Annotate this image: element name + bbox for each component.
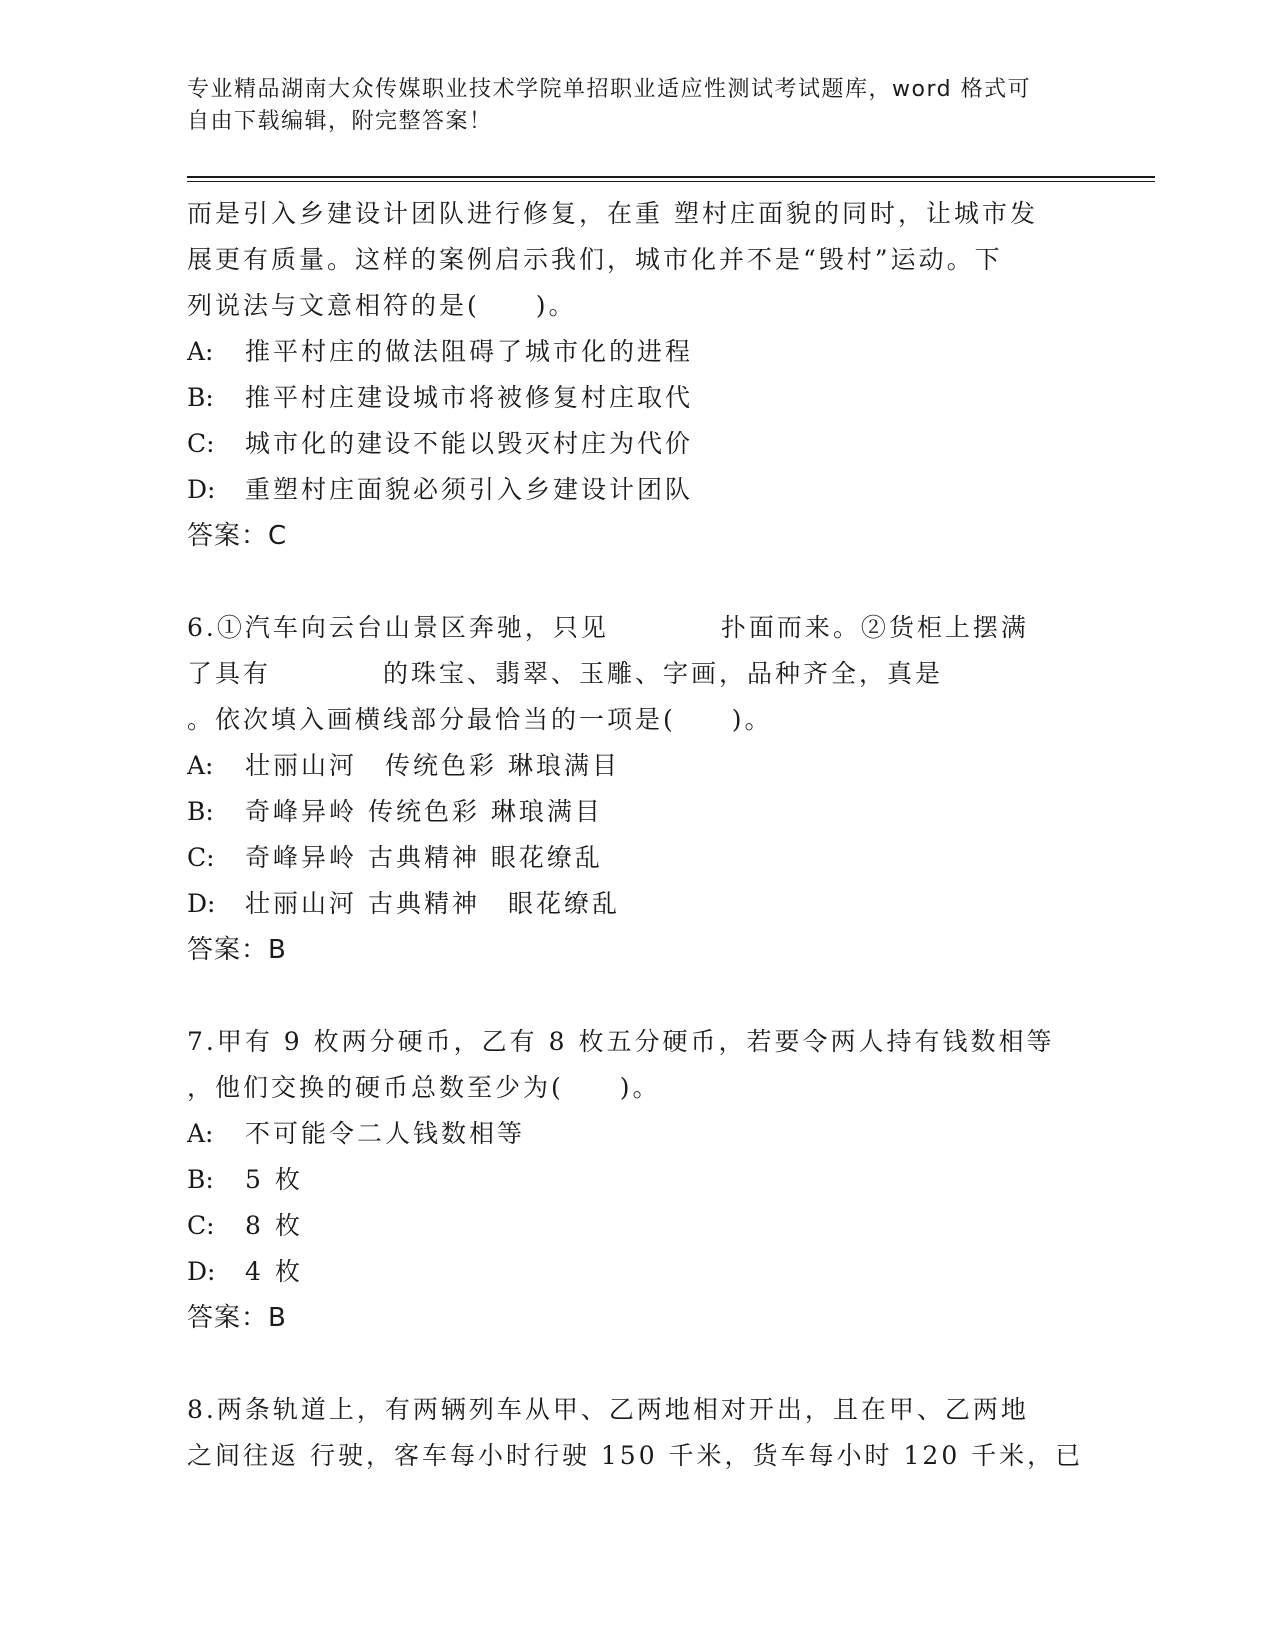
- option-text: 城市化的建设不能以毁灭村庄为代价: [245, 429, 694, 458]
- option-key: D:: [187, 475, 216, 504]
- option-key: C:: [187, 429, 215, 458]
- option-text: 重塑村庄面貌必须引入乡建设计团队: [245, 475, 694, 504]
- option-d: [187, 467, 1087, 513]
- option-key: C:: [187, 1211, 215, 1240]
- question-5: [187, 191, 1087, 559]
- document-header: [187, 74, 1067, 138]
- option-key: B:: [187, 1165, 214, 1194]
- question-text-line: 列说法与文意相符的是( )。: [187, 291, 577, 320]
- option-text: 推平村庄建设城市将被修复村庄取代: [245, 383, 694, 412]
- question-content: [187, 191, 1087, 1479]
- answer-line: 答案：B: [187, 1303, 287, 1333]
- option-key: B:: [187, 797, 214, 826]
- question-text-line: 6.①汽车向云台山景区奔驰，只见 扑面而来。②货柜上摆满: [187, 613, 1029, 642]
- header-line-1: 专业精品湖南大众传媒职业技术学院单招职业适应性测试考试题库，word 格式可: [187, 77, 1032, 102]
- option-c: [187, 421, 1087, 467]
- header-line-2: 自由下载编辑，附完整答案！: [187, 109, 493, 134]
- option-d: [187, 881, 1087, 927]
- option-b: [187, 375, 1087, 421]
- option-b: [187, 1157, 1087, 1203]
- option-text: 推平村庄的做法阻碍了城市化的进程: [245, 337, 694, 366]
- option-text: 4 枚: [245, 1257, 303, 1286]
- option-key: D:: [187, 1257, 216, 1286]
- option-key: D:: [187, 889, 216, 918]
- question-text-line: 之间往返 行驶，客车每小时行驶 150 千米，货车每小时 120 千米，已: [187, 1441, 1084, 1470]
- option-c: [187, 835, 1087, 881]
- question-7: [187, 1019, 1087, 1341]
- question-8: [187, 1387, 1087, 1479]
- option-text: 奇峰异岭 古典精神 眼花缭乱: [245, 843, 603, 872]
- option-a: [187, 1111, 1087, 1157]
- option-c: [187, 1203, 1087, 1249]
- header-rule-thick: [187, 176, 1155, 178]
- question-text-line: 了具有 的珠宝、翡翠、玉雕、字画，品种齐全，真是: [187, 659, 944, 688]
- option-key: C:: [187, 843, 215, 872]
- option-text: 奇峰异岭 传统色彩 琳琅满目: [245, 797, 603, 826]
- option-text: 壮丽山河 传统色彩 琳琅满目: [245, 751, 620, 780]
- option-d: [187, 1249, 1087, 1295]
- option-key: B:: [187, 383, 214, 412]
- option-key: A:: [187, 1119, 214, 1148]
- option-b: [187, 789, 1087, 835]
- answer-line: 答案：B: [187, 935, 287, 965]
- question-text-line: 8.两条轨道上，有两辆列车从甲、乙两地相对开出，且在甲、乙两地: [187, 1395, 1029, 1424]
- header-rule-thin: [187, 181, 1155, 182]
- option-a: [187, 743, 1087, 789]
- option-key: A:: [187, 751, 214, 780]
- option-a: [187, 329, 1087, 375]
- question-text-line: 7.甲有 9 枚两分硬币，乙有 8 枚五分硬币，若要令两人持有钱数相等: [187, 1027, 1055, 1056]
- option-text: 8 枚: [245, 1211, 303, 1240]
- option-key: A:: [187, 337, 214, 366]
- option-text: 不可能令二人钱数相等: [245, 1119, 526, 1148]
- answer-line: 答案：C: [187, 521, 288, 551]
- option-text: 5 枚: [245, 1165, 303, 1194]
- question-text-line: 。依次填入画横线部分最恰当的一项是( )。: [187, 705, 773, 734]
- question-text-line: 展更有质量。这样的案例启示我们，城市化并不是“毁村”运动。下: [187, 245, 1003, 274]
- option-text: 壮丽山河 古典精神 眼花缭乱: [245, 889, 620, 918]
- question-6: [187, 605, 1087, 973]
- question-text-line: ，他们交换的硬币总数至少为( )。: [187, 1073, 661, 1102]
- question-text-line: 而是引入乡建设计团队进行修复，在重 塑村庄面貌的同时，让城市发: [187, 199, 1038, 228]
